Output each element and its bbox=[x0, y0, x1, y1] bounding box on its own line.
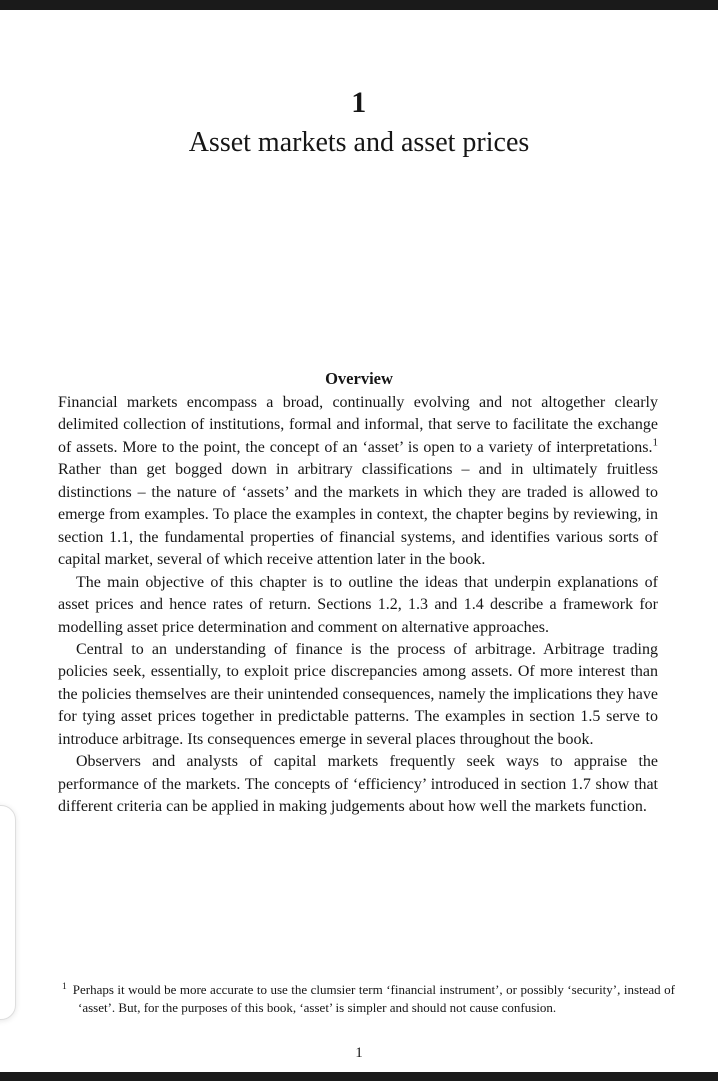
footnote bbox=[62, 981, 675, 1016]
paragraph-3: Central to an understanding of finance is the process of arbitrage. Arbitrage trading policies seek, essentially, to exploit price discrepancies among assets. Of more interest than the policies themselves are their unintended consequences, namely the implications they have for tying asset prices together in predictable patterns. The examples in section 1.5 serve to introduce arbitrage. Its consequences emerge in several places throughout the book. bbox=[58, 640, 658, 748]
paragraph-1 bbox=[58, 392, 658, 572]
overview-heading: Overview bbox=[325, 369, 393, 388]
footnote-marker: 1 bbox=[62, 981, 67, 992]
paragraph-1-text-before-footnote: Financial markets encompass a broad, continually evolving and not altogether clearly delimited collection of institutions, formal and informal, that serve to facilitate the exchange of assets. More to the point, the concept of an ‘asset’ is open to a variety of interpretations. bbox=[58, 394, 658, 456]
paragraph-2: The main objective of this chapter is to outline the ideas that underpin explanations of asset prices and hence rates of return. Sections 1.2, 1.3 and 1.4 describe a framework for modelling asset price determination and comment on alternative approaches. bbox=[58, 573, 658, 636]
chapter-title: Asset markets and asset prices bbox=[188, 127, 530, 158]
body-text-block bbox=[58, 392, 658, 819]
letterbox-top-bar bbox=[0, 0, 718, 10]
paragraph-1-text-after-footnote: Rather than get bogged down in arbitrary classifications – and in ultimately fruitless distinctions – the nature of ‘assets’ and the markets in which they are traded is allowed to emerge from examples. To place the examples in context, the chapter begins by reviewing, in section 1.1, the fundamental properties of financial systems, and identifies various sorts of capital market, several of which receive attention later in the book. bbox=[58, 461, 658, 569]
footnote-text: Perhaps it would be more accurate to use the clumsier term ‘financial instrument’, or possibly ‘security’, instead of ‘asset’. But, for the purposes of this book, ‘asset’ is simpler and should not cause confusion. bbox=[72, 982, 675, 1015]
page-number: 1 bbox=[355, 1045, 363, 1061]
paragraph-4: Observers and analysts of capital markets frequently seek ways to appraise the performance of the markets. The concepts of ‘efficiency’ introduced in section 1.7 show that different criteria can be applied in making judgements about how well the markets function. bbox=[58, 753, 658, 816]
chapter-number: 1 bbox=[351, 86, 367, 119]
left-sheet-edge bbox=[0, 805, 16, 1020]
book-page bbox=[0, 10, 718, 1072]
letterbox-bottom-bar bbox=[0, 1072, 718, 1081]
footnote-reference-marker: 1 bbox=[652, 436, 658, 449]
